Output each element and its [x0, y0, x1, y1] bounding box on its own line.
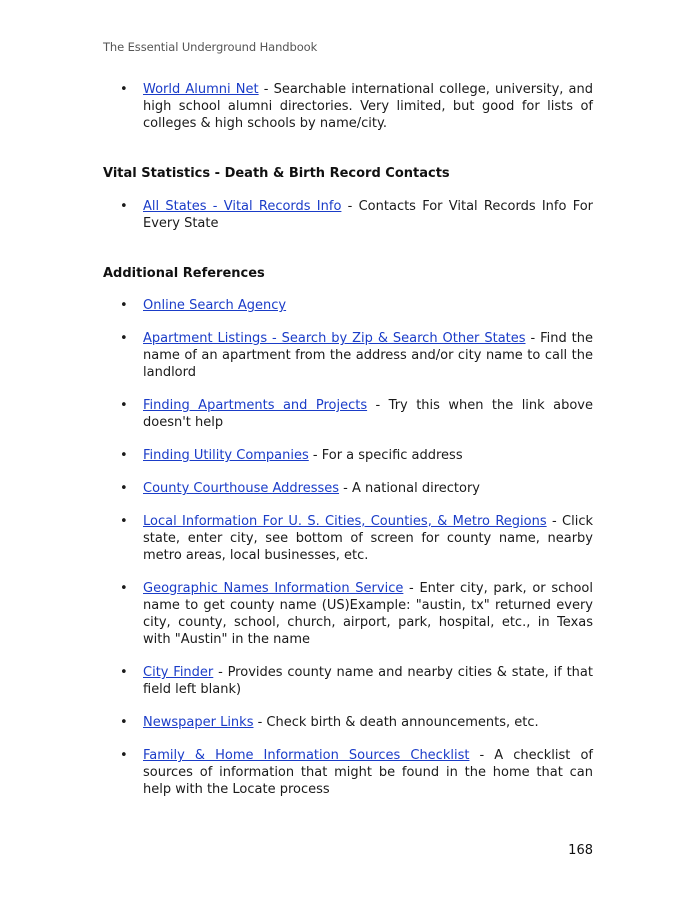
bullet-icon: • — [120, 665, 128, 680]
item-description: - A checklist of sources of information that might be found in the home that can help with the Locate process — [143, 748, 593, 797]
link-finding-utility-companies[interactable]: Finding Utility Companies — [143, 448, 309, 463]
item-description: - Try this when the link above doesn't help — [143, 398, 593, 430]
list-item — [103, 480, 593, 497]
item-description: - Click state, enter city, see bottom of screen for county name, nearby metro areas, local businesses, etc. — [143, 514, 593, 563]
list-item — [103, 198, 593, 232]
running-header: The Essential Underground Handbook — [103, 40, 318, 54]
bullet-icon: • — [120, 298, 128, 313]
link-newspaper-links[interactable]: Newspaper Links — [143, 715, 254, 730]
item-description: - Contacts For Vital Records Info For Every State — [143, 199, 594, 231]
list-item — [103, 81, 593, 132]
link-online-search-agency[interactable]: Online Search Agency — [143, 298, 287, 313]
bullet-icon: • — [120, 448, 128, 463]
item-description: - Check birth & death announcements, etc. — [253, 715, 539, 730]
item-description: - Provides county name and nearby cities & state, if that field left blank) — [143, 665, 593, 697]
item-description: - Enter city, park, or school name to get county name (US)Example: "austin, tx" returned every city, county, school, church, airport, park, hospital, etc., in Texas with "Austin" in the name — [143, 581, 593, 647]
bullet-icon: • — [120, 331, 128, 346]
link-county-courthouse-addresses[interactable]: County Courthouse Addresses — [143, 481, 340, 496]
list-item — [103, 714, 593, 731]
link-local-information[interactable]: Local Information For U. S. Cities, Counties, & Metro Regions — [143, 514, 547, 529]
link-geographic-names[interactable]: Geographic Names Information Service — [143, 581, 404, 596]
list-item — [103, 397, 593, 431]
section-heading-additional-references: Additional References — [103, 266, 265, 281]
item-description: - Find the name of an apartment from the address and/or city name to call the landlord — [143, 331, 593, 380]
list-item — [103, 664, 593, 698]
bullet-icon: • — [120, 514, 128, 529]
link-city-finder[interactable]: City Finder — [143, 665, 214, 680]
list-item — [103, 580, 593, 648]
bullet-icon: • — [120, 398, 128, 413]
bullet-icon: • — [120, 748, 128, 763]
list-item — [103, 513, 593, 564]
link-family-home-checklist[interactable]: Family & Home Information Sources Checklist — [143, 748, 470, 763]
link-finding-apartments[interactable]: Finding Apartments and Projects — [143, 398, 368, 413]
section-heading-vital-statistics: Vital Statistics - Death & Birth Record Contacts — [103, 166, 450, 181]
vital-statistics-list — [103, 198, 593, 232]
list-item — [103, 330, 593, 381]
list-item — [103, 297, 593, 314]
page-content — [103, 81, 593, 798]
item-description: - For a specific address — [308, 448, 463, 463]
item-description: - Searchable international college, university, and high school alumni directories. Very limited, but good for lists of colleges & high schools by name/city. — [143, 82, 593, 131]
page-number: 168 — [568, 843, 593, 858]
alumni-list — [103, 81, 593, 132]
bullet-icon: • — [120, 581, 128, 596]
bullet-icon: • — [120, 715, 128, 730]
list-item — [103, 747, 593, 798]
item-description: - A national directory — [339, 481, 480, 496]
link-all-states-vital-records[interactable]: All States - Vital Records Info — [143, 199, 342, 214]
additional-references-list — [103, 297, 593, 798]
bullet-icon: • — [120, 481, 128, 496]
list-item — [103, 447, 593, 464]
bullet-icon: • — [120, 199, 128, 214]
link-world-alumni-net[interactable]: World Alumni Net — [143, 82, 259, 97]
link-apartment-listings[interactable]: Apartment Listings - Search by Zip & Search Other States — [143, 331, 526, 346]
bullet-icon: • — [120, 82, 128, 97]
